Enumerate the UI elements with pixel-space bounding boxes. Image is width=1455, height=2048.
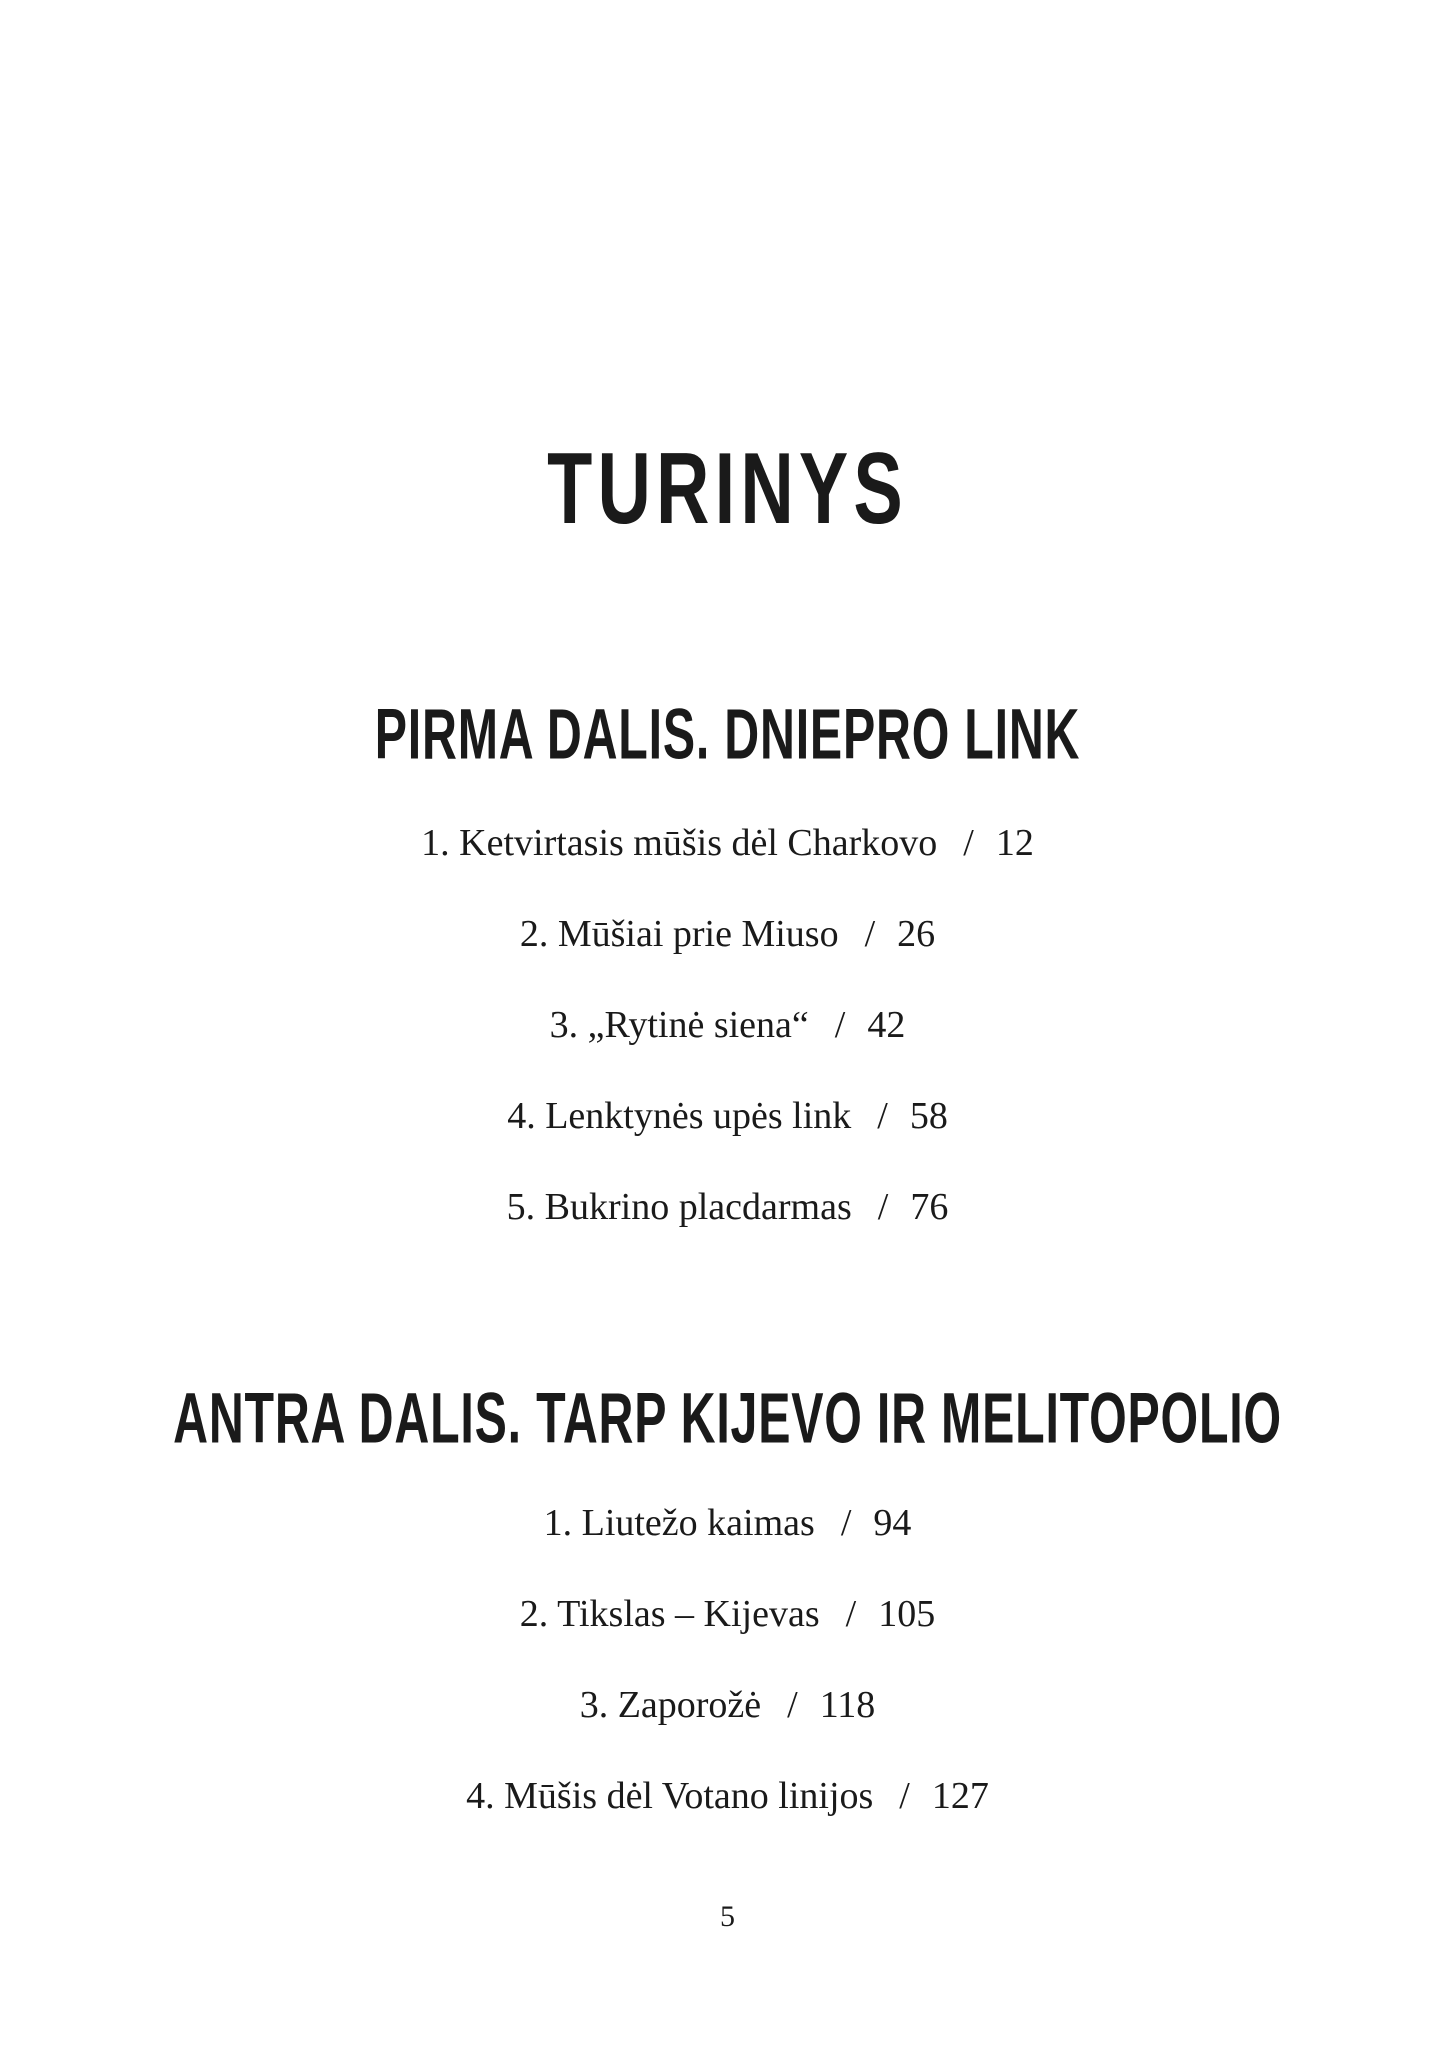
chapter-page-number: 127 [931, 1775, 989, 1817]
chapter-page-number: 76 [910, 1186, 949, 1228]
chapter-page-number: 12 [995, 822, 1034, 864]
page-title: TURINYS [547, 432, 908, 546]
chapter-title: 2. Tikslas – Kijevas [519, 1593, 820, 1635]
chapter-page-number: 42 [867, 1004, 906, 1046]
chapter-title: 2. Mūšiai prie Miuso [519, 913, 839, 955]
chapter-page-number: 118 [819, 1684, 876, 1726]
chapter-page-number: 58 [909, 1095, 948, 1137]
toc-entry[interactable] [0, 1777, 1455, 1868]
toc-entry[interactable] [0, 1097, 1455, 1188]
toc-entry[interactable] [0, 824, 1455, 915]
separator: / [864, 913, 876, 955]
separator: / [899, 1775, 910, 1817]
toc-entry[interactable] [0, 915, 1455, 1006]
toc-entry[interactable] [0, 1595, 1455, 1686]
toc-entry[interactable] [0, 1504, 1455, 1595]
chapter-page-number: 105 [878, 1593, 936, 1635]
separator: / [877, 1095, 888, 1137]
chapter-title: 4. Mūšis dėl Votano linijos [466, 1775, 874, 1817]
separator: / [845, 1593, 857, 1635]
part-one [0, 695, 1455, 1279]
chapter-title: 5. Bukrino placdarmas [506, 1186, 852, 1228]
chapter-title: 1. Ketvirtasis mūšis dėl Charkovo [421, 822, 938, 864]
chapter-title: 3. „Rytinė siena“ [549, 1004, 809, 1046]
part-two-chapter-list [0, 1504, 1455, 1868]
chapter-page-number: 94 [873, 1502, 912, 1544]
part-one-chapter-list [0, 824, 1455, 1279]
toc-entry[interactable] [0, 1188, 1455, 1279]
separator: / [877, 1186, 889, 1228]
part-one-heading: PIRMA DALIS. DNIEPRO LINK [374, 695, 1081, 775]
chapter-title: 3. Zaporožė [579, 1684, 762, 1726]
page-number: 5 [720, 1900, 735, 1933]
separator: / [787, 1684, 798, 1726]
part-two [0, 1379, 1455, 1868]
toc-entry[interactable] [0, 1006, 1455, 1097]
chapter-title: 4. Lenktynės upės link [507, 1095, 852, 1137]
chapter-title: 1. Liutežo kaimas [543, 1502, 815, 1544]
chapter-page-number: 26 [897, 913, 936, 955]
part-two-heading: ANTRA DALIS. TARP KIJEVO IR MELITOPOLIO [173, 1379, 1282, 1459]
separator: / [963, 822, 974, 864]
separator: / [834, 1004, 846, 1046]
toc-entry[interactable] [0, 1686, 1455, 1777]
separator: / [840, 1502, 852, 1544]
